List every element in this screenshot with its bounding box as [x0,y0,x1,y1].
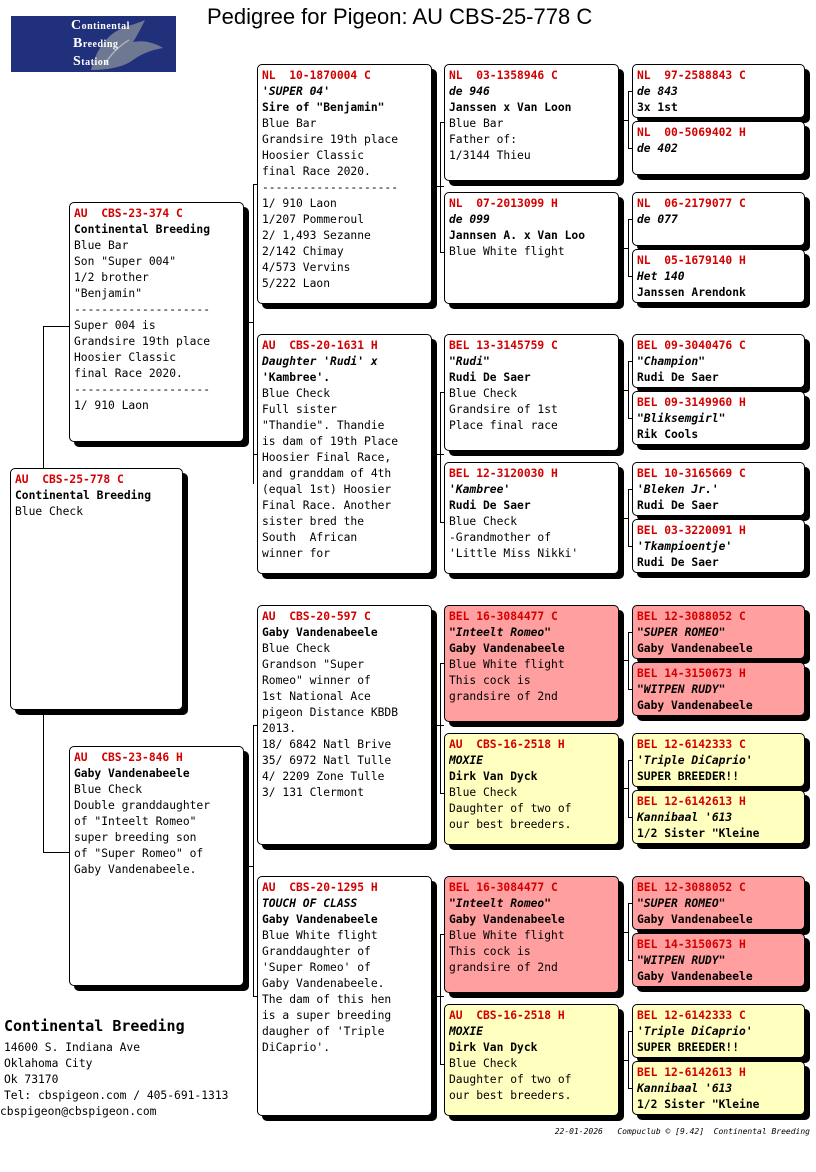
card-line: Daughter of two of [449,802,572,815]
pigeon-card-sd [257,334,432,574]
card-line: sister bred the [262,515,365,528]
card-line: de 402 [637,142,678,155]
card-line: "Rudi" [449,355,490,368]
pigeon-card-g9 [632,605,805,659]
connector-line [628,361,629,418]
card-line: "WITPEN RUDY" [637,683,726,696]
connector-line [432,996,444,997]
card-line: 4/ 2209 Zone Tulle [262,770,385,783]
card-line: Grandsire 19th place [74,335,211,348]
card-line: "SUPER ROMEO" [637,626,726,639]
card-line: Jannsen A. x Van Loo [449,229,586,242]
card-line: is a super breeding [262,1009,392,1022]
card-line: "Bliksemgirl" [637,412,726,425]
connector-line [253,184,254,484]
card-line: Kannibaal '613 [637,811,733,824]
card-line: "Inteelt Romeo" [449,626,552,639]
ring-number: BEL 09-3149960 H [637,396,746,409]
card-line: "Benjamin" [74,287,143,300]
card-line: 2/142 Chimay [262,245,344,258]
card-line: DiCaprio'. [262,1041,331,1054]
connector-line [619,120,628,121]
card-line: South African [262,531,358,544]
card-line: -------------------- [74,383,211,396]
ring-number: NL 00-5069402 H [637,126,746,139]
card-line: Gaby Vandenabeele [262,626,378,639]
card-line: Blue Bar [262,117,317,130]
footer-owner: Continental Breeding [713,1127,810,1136]
card-line: Full sister [262,403,337,416]
card-line: Blue Check [262,642,331,655]
connector-line [432,725,444,726]
breeder-name: Continental Breeding [4,1017,185,1035]
card-line: Grandson "Super [262,658,365,671]
pigeon-card-ssd [444,192,619,304]
card-line: 5/222 Laon [262,277,331,290]
ring-number: NL 07-2013099 H [449,197,558,210]
card-line: winner for [262,547,331,560]
card-line: -------------------- [262,181,399,194]
card-line: Kannibaal '613 [637,1082,733,1095]
ring-number: AU CBS-20-1295 H [262,881,378,894]
card-line: Blue Check [74,783,143,796]
ring-number: BEL 14-3150673 H [637,667,746,680]
card-line: TOUCH OF CLASS [262,897,358,910]
pigeon-card-sss [444,64,619,181]
pigeon-card-g5 [632,334,805,388]
card-line: Gaby Vandenabeele [449,642,565,655]
pigeon-card-sds [444,334,619,451]
ring-number: BEL 12-6142613 H [637,1066,746,1079]
card-line: 'SUPER 04' [262,85,331,98]
breeder-email: cbspigeon@cbspigeon.com [0,1105,157,1118]
card-line: "Thandie". Thandie [262,419,385,432]
ring-number: NL 10-1870004 C [262,69,371,82]
pigeon-card-ddd [444,1004,619,1116]
card-line: Super 004 is [74,319,156,332]
card-line: "SUPER ROMEO" [637,897,726,910]
ring-number: BEL 12-6142333 C [637,1009,746,1022]
card-line: Hoosier Final Race, [262,451,392,464]
logo-line-1: Continental [71,18,130,33]
card-line: Son "Super 004" [74,255,177,268]
ring-number: BEL 12-3088052 C [637,610,746,623]
card-line: 'Super Romeo' of [262,961,371,974]
pigeon-card-g13 [632,876,805,930]
pigeon-card-subject [10,468,183,710]
card-line: Sire of "Benjamin" [262,101,385,114]
pigeon-card-g10 [632,662,805,716]
card-line: Final Race. Another [262,499,392,512]
pigeon-card-g2 [632,121,805,175]
card-line: 'Tkampioentje' [637,540,733,553]
connector-line [244,322,253,323]
card-line: 2/ 1,493 Sezanne [262,229,371,242]
card-line: Double granddaughter [74,799,211,812]
pigeon-card-dam [69,746,244,986]
card-line: Rudi De Saer [637,556,719,569]
card-line: "WITPEN RUDY" [637,954,726,967]
card-line: Rudi De Saer [449,499,531,512]
card-line: Het 140 [637,270,685,283]
card-line: de 946 [449,85,490,98]
pigeon-card-g3 [632,192,805,246]
card-line: SUPER BREEDER!! [637,770,740,783]
ring-number: BEL 16-3084477 C [449,610,558,623]
connector-line [43,710,44,852]
connector-line [244,866,253,867]
card-line: 2013. [262,722,297,735]
ring-number: BEL 12-3120030 H [449,467,558,480]
logo-line-2: Breeding [73,36,119,51]
card-line: Continental Breeding [74,223,211,236]
ring-number: NL 03-1358946 C [449,69,558,82]
breeder-address-line: Oklahoma City [4,1057,93,1070]
card-line: 1st National Ace [262,690,371,703]
connector-line [432,186,444,187]
breeder-address-line: Ok 73170 [4,1073,59,1086]
breeder-info [0,1017,229,1120]
card-line: 1/2 brother [74,271,149,284]
pigeon-card-ds [257,605,432,845]
ring-number: BEL 13-3145759 C [449,339,558,352]
pigeon-card-g7 [632,462,805,516]
connector-line [619,788,628,789]
card-line: and granddam of 4th [262,467,392,480]
pigeon-card-g11 [632,733,805,787]
card-line: Place final race [449,419,558,432]
card-line: The dam of this hen [262,993,392,1006]
connector-line [619,1060,628,1061]
card-line: MOXIE [449,1025,484,1038]
card-line: Daughter of two of [449,1073,572,1086]
card-line: final Race 2020. [262,165,371,178]
card-line: Blue White flight [262,929,378,942]
pigeon-card-sdd [444,462,619,574]
card-line: Janssen x Van Loon [449,101,572,114]
card-line: Blue Check [15,505,84,518]
card-line: 1/207 Pommeroul [262,213,365,226]
connector-line [619,932,628,933]
pigeon-card-g12 [632,790,805,844]
pigeon-card-dd [257,876,432,1116]
card-line: 'Triple DiCaprio' [637,1025,753,1038]
ring-number: BEL 03-3220091 H [637,524,746,537]
card-line: de 843 [637,85,678,98]
card-line: 'Triple DiCaprio' [637,754,753,767]
connector-line [628,91,629,148]
card-line: Blue Check [449,786,518,799]
card-line: de 099 [449,213,490,226]
card-line: Gaby Vandenabeele [637,970,753,983]
connector-line [628,219,629,276]
card-line: "Inteelt Romeo" [449,897,552,910]
card-line: Daughter 'Rudi' x [262,355,378,368]
connector-line [619,248,628,249]
ring-number: AU CBS-16-2518 H [449,738,565,751]
logo-line-3: Station [73,54,110,69]
card-line: Gaby Vandenabeele [637,699,753,712]
ring-number: BEL 10-3165669 C [637,467,746,480]
card-line: Blue White flight [449,245,565,258]
pigeon-card-g1 [632,64,805,118]
ring-number: AU CBS-23-374 C [74,207,183,220]
card-line: Hoosier Classic [262,149,365,162]
card-line: (equal 1st) Hoosier [262,483,392,496]
card-line: Gaby Vandenabeele [74,767,190,780]
card-line: Rudi De Saer [637,499,719,512]
card-line: pigeon Distance KBDB [262,706,399,719]
connector-line [628,1031,629,1088]
card-line: grandsire of 2nd [449,961,558,974]
connector-line [619,390,628,391]
card-line: Janssen Arendonk [637,286,746,299]
card-line: Gaby Vandenabeele. [74,863,197,876]
card-line: Grandsire of 1st [449,403,558,416]
card-line: 1/3144 Thieu [449,149,531,162]
breeder-address-line: 14600 S. Indiana Ave [4,1041,141,1054]
card-line: 3x 1st [637,101,678,114]
ring-number: BEL 12-6142333 C [637,738,746,751]
pigeon-card-g8 [632,519,805,573]
connector-line [253,725,254,996]
connector-line [432,454,444,455]
card-line: 3/ 131 Clermont [262,786,365,799]
pigeon-card-sire [69,202,244,442]
pigeon-card-dss [444,605,619,722]
card-line: final Race 2020. [74,367,183,380]
connector-line [43,326,44,468]
card-line: Hoosier Classic [74,351,177,364]
card-line: 1/ 910 Laon [74,399,149,412]
connector-line [628,489,629,546]
card-line: Continental Breeding [15,489,152,502]
connector-line [440,392,441,522]
card-line: of "Inteelt Romeo" [74,815,197,828]
connector-line [628,760,629,817]
pigeon-card-g16 [632,1061,805,1115]
card-line: -Grandmother of [449,531,552,544]
card-line: our best breeders. [449,818,572,831]
card-line: Grandsire 19th place [262,133,399,146]
pigeon-card-dsd [444,733,619,845]
card-line: "Champion" [637,355,706,368]
card-line: 'Kambree' [449,483,511,496]
card-line: is dam of 19th Place [262,435,399,448]
connector-line [440,934,441,1064]
card-line: 'Kambree'. [262,371,331,384]
card-line: Blue Check [262,387,331,400]
pigeon-card-g15 [632,1004,805,1058]
ring-number: BEL 16-3084477 C [449,881,558,894]
connector-line [440,122,441,252]
card-line: 1/2 Sister "Kleine [637,1098,760,1111]
pigeon-card-g4 [632,249,805,303]
ring-number: NL 06-2179077 C [637,197,746,210]
footer [555,1127,810,1136]
connector-line [43,852,69,853]
ring-number: AU CBS-25-778 C [15,473,124,486]
card-line: Blue Check [449,1057,518,1070]
card-line: Dirk Van Dyck [449,770,538,783]
ring-number: BEL 12-6142613 H [637,795,746,808]
card-line: Blue Check [449,387,518,400]
print-date: 22-01-2026 [554,1127,603,1136]
card-line: 4/573 Vervins [262,261,351,274]
card-line: Blue Check [449,515,518,528]
pigeon-card-g14 [632,933,805,987]
card-line: of "Super Romeo" of [74,847,204,860]
card-line: Rik Cools [637,428,699,441]
card-line: Rudi De Saer [449,371,531,384]
card-line: Gaby Vandenabeele [449,913,565,926]
connector-line [440,663,441,793]
connector-line [619,660,628,661]
card-line: 18/ 6842 Natl Brive [262,738,392,751]
card-line: Father of: [449,133,518,146]
card-line: 1/ 910 Laon [262,197,337,210]
card-line: Gaby Vandenabeele [262,913,378,926]
ring-number: AU CBS-23-846 H [74,751,183,764]
ring-number: BEL 14-3150673 H [637,938,746,951]
card-line: This cock is [449,674,531,687]
pigeon-card-ss [257,64,432,304]
card-line: Gaby Vandenabeele [637,913,753,926]
card-line: This cock is [449,945,531,958]
software-credit: Compuclub © [9.42] [617,1127,705,1136]
card-line: Gaby Vandenabeele. [262,977,385,990]
ring-number: AU CBS-20-1631 H [262,339,378,352]
connector-line [619,518,628,519]
card-line: super breeding son [74,831,197,844]
pigeon-card-g6 [632,391,805,445]
ring-number: BEL 12-3088052 C [637,881,746,894]
logo [11,16,176,72]
card-line: grandsire of 2nd [449,690,558,703]
card-line: 1/2 Sister "Kleine [637,827,760,840]
connector-line [43,326,69,327]
ring-number: NL 05-1679140 H [637,254,746,267]
card-line: Blue Bar [74,239,129,252]
card-line: Blue White flight [449,929,565,942]
card-line: Blue White flight [449,658,565,671]
card-line: Dirk Van Dyck [449,1041,538,1054]
ring-number: BEL 09-3040476 C [637,339,746,352]
card-line: our best breeders. [449,1089,572,1102]
card-line: -------------------- [74,303,211,316]
card-line: de 077 [637,213,678,226]
card-line: Blue Bar [449,117,504,130]
page-title: Pedigree for Pigeon: AU CBS-25-778 C [207,4,593,29]
breeder-contact: Tel: cbspigeon.com / 405-691-1313 [4,1089,229,1102]
card-line: MOXIE [449,754,484,767]
pigeon-card-dds [444,876,619,993]
card-line: Granddaughter of [262,945,371,958]
ring-number: AU CBS-20-597 C [262,610,371,623]
card-line: Romeo" winner of [262,674,371,687]
card-line: Rudi De Saer [637,371,719,384]
card-line: daugher of 'Triple [262,1025,385,1038]
ring-number: AU CBS-16-2518 H [449,1009,565,1022]
card-line: 35/ 6972 Natl Tulle [262,754,392,767]
card-line: SUPER BREEDER!! [637,1041,740,1054]
connector-line [628,903,629,960]
ring-number: NL 97-2588843 C [637,69,746,82]
connector-line [628,632,629,689]
card-line: 'Bleken Jr.' [637,483,719,496]
card-line: 'Little Miss Nikki' [449,547,579,560]
card-line: Gaby Vandenabeele [637,642,753,655]
